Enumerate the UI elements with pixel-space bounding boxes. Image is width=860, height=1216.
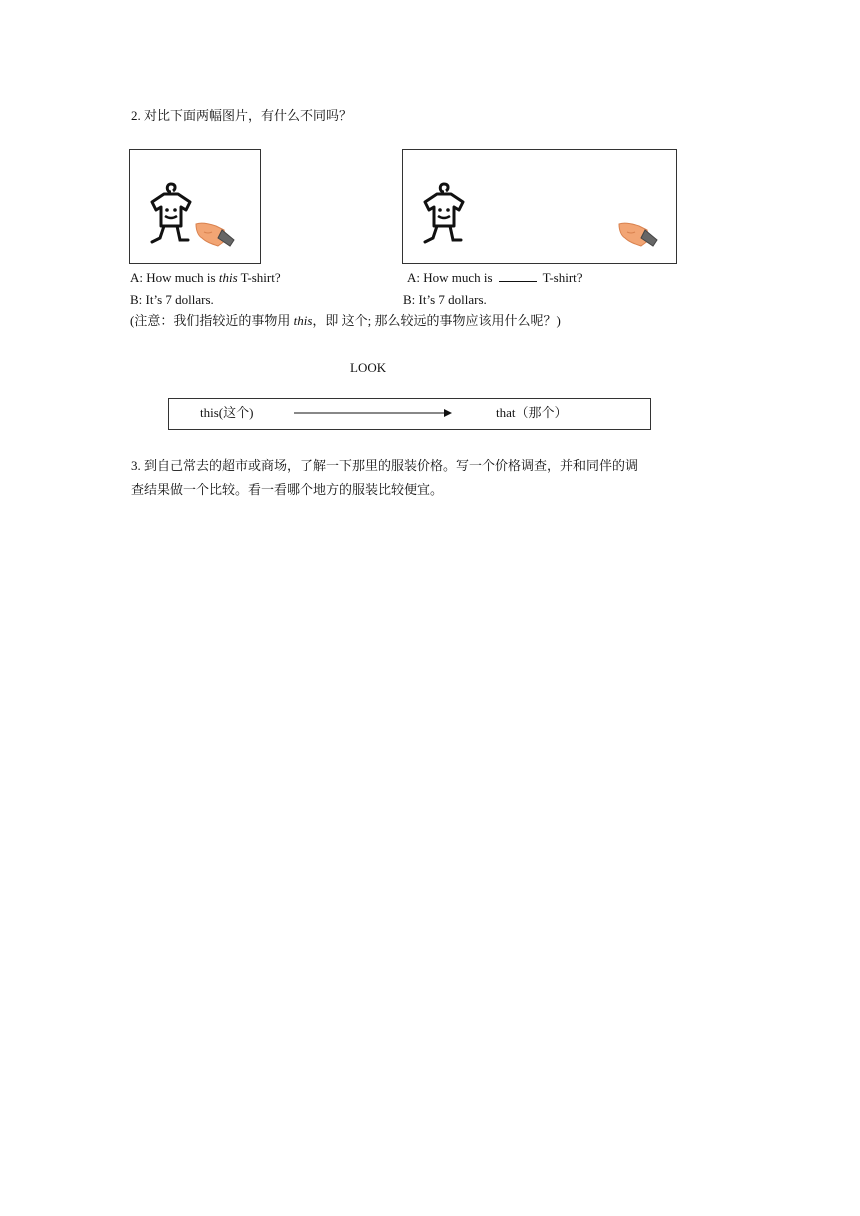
usage-note-prefix: (注意：我们指较近的事物用 (130, 313, 294, 328)
that-label: that（那个） (496, 405, 568, 420)
question-2-title: 2. 对比下面两幅图片，有什么不同吗？ (131, 108, 353, 123)
this-label: this(这个) (200, 405, 254, 420)
this-that-comparison-box (168, 398, 651, 430)
dialog-right-question (407, 270, 583, 286)
picture-this-tshirt (129, 149, 261, 264)
question-3-line-2: 查结果做一个比较。看一看哪个地方的服装比较便宜。 (131, 482, 444, 497)
pointing-hand-icon (617, 214, 661, 254)
dialog-right-question-suffix: T-shirt? (542, 270, 583, 285)
usage-note-emphasis: this (293, 313, 313, 328)
dialog-right-question-prefix: A: How much is (407, 270, 493, 285)
tshirt-icon (144, 180, 198, 250)
dialog-left-question (130, 270, 281, 286)
answer-blank[interactable] (499, 270, 537, 282)
dialog-left-answer: B: It’s 7 dollars. (130, 292, 214, 307)
dialog-left-question-emphasis: this (218, 270, 238, 285)
picture-that-tshirt (402, 149, 677, 264)
tshirt-icon (417, 180, 471, 250)
arrow-right-icon (294, 407, 454, 419)
question-3-line-1: 3. 到自己常去的超市或商场，了解一下那里的服装价格。写一个价格调查，并和同伴的调 (131, 458, 639, 473)
pointing-hand-icon (194, 214, 238, 254)
dialog-left-question-suffix: T-shirt? (237, 270, 281, 285)
usage-note (130, 313, 561, 329)
usage-note-suffix: ，即 这个; 那么较远的事物应该用什么呢？) (312, 313, 561, 328)
dialog-left-question-prefix: A: How much is (130, 270, 219, 285)
look-heading: LOOK (350, 360, 387, 375)
dialog-right-answer: B: It’s 7 dollars. (403, 292, 487, 307)
